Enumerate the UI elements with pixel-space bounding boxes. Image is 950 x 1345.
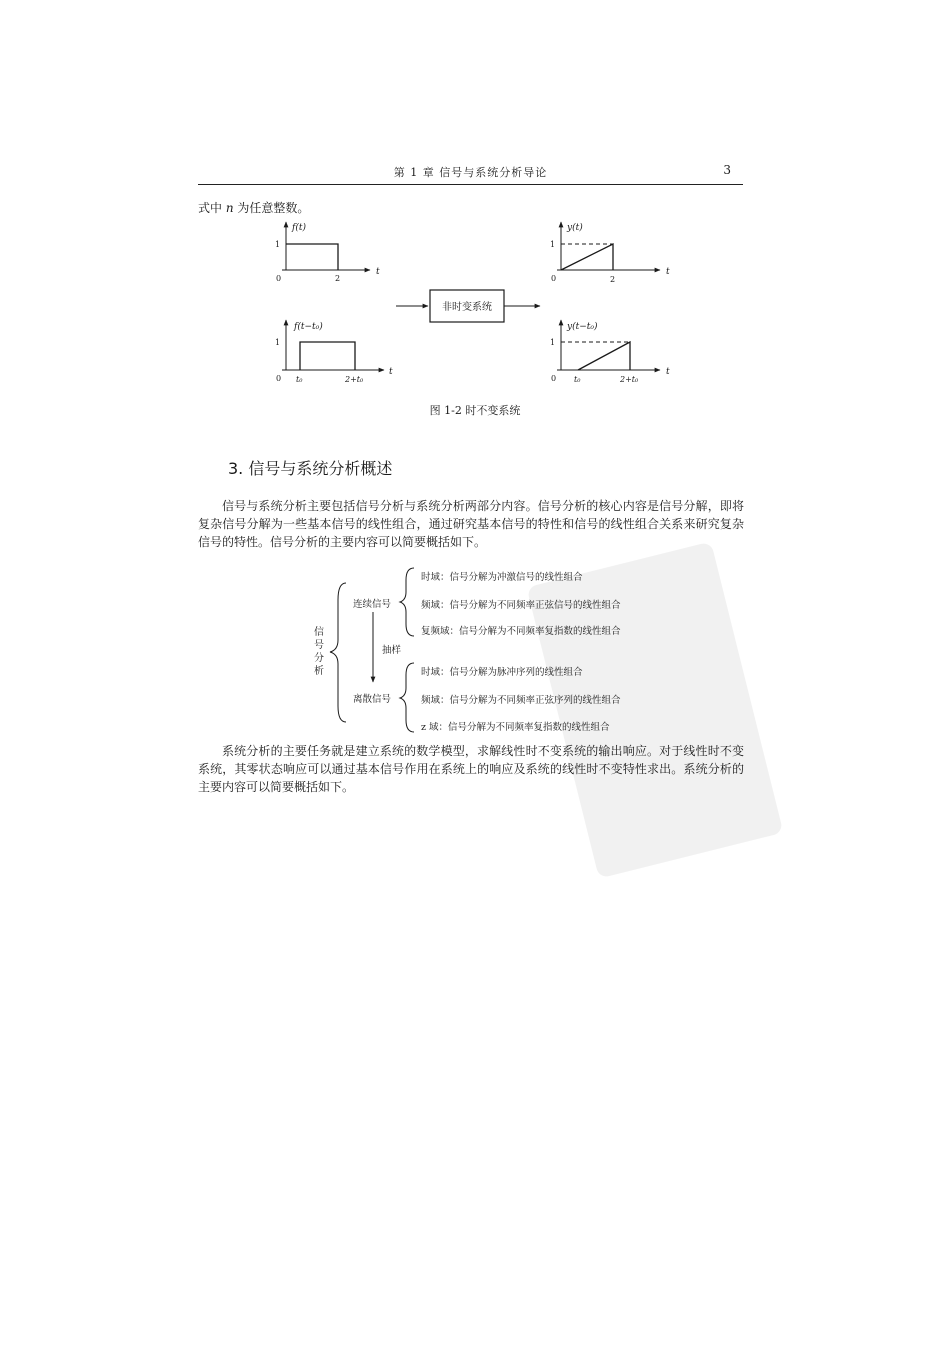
- xlabel: t: [666, 267, 670, 277]
- chapter-title: 第 1 章 信号与系统分析导论: [393, 166, 548, 179]
- ylabel: f(t): [292, 223, 306, 233]
- y-tick: 1: [275, 338, 281, 347]
- ylabel: y(t−t₀): [567, 322, 598, 332]
- origin: 0: [276, 374, 282, 383]
- x-tick-end: 2+t₀: [620, 375, 639, 384]
- x-tick: 2: [335, 274, 341, 283]
- ylabel: y(t): [567, 223, 583, 233]
- continuous-brace: [400, 568, 414, 636]
- y-tick: 1: [275, 240, 281, 249]
- x-tick-end: 2+t₀: [345, 375, 364, 384]
- continuous-frequency-domain: 频域：信号分解为不同频率正弦信号的线性组合: [421, 600, 621, 611]
- x-tick: 2: [610, 275, 616, 284]
- continuous-complex-frequency-domain: 复频域：信号分解为不同频率复指数的线性组合: [421, 626, 621, 637]
- section-heading: 3. 信号与系统分析概述: [228, 459, 393, 478]
- page-number: 3: [723, 163, 731, 177]
- intro-prefix: 式中: [198, 201, 226, 215]
- discrete-brace: [400, 663, 414, 732]
- discrete-frequency-domain: 频域：信号分解为不同频率正弦序列的线性组合: [421, 695, 621, 706]
- system-label: 非时变系统: [442, 302, 492, 313]
- origin: 0: [276, 274, 282, 283]
- continuous-signal-label: 连续信号: [353, 599, 392, 610]
- paragraph-signal-analysis: 信号与系统分析主要包括信号分析与系统分析两部分内容。信号分析的核心内容是信号分解，即将复杂信号分解为一些基本信号的线性组合，通过研究基本信号的特性和信号的线性组合关系来研究复杂信号的特性。信号分析的主要内容可以简要概括如下。: [198, 499, 744, 549]
- intro-suffix: 为任意整数。: [233, 201, 310, 215]
- origin: 0: [551, 374, 557, 383]
- sampling-label: 抽样: [382, 645, 402, 656]
- discrete-z-domain: z 域：信号分解为不同频率复指数的线性组合: [421, 722, 610, 733]
- y-tick: 1: [550, 338, 556, 347]
- x-tick-start: t₀: [574, 375, 581, 384]
- xlabel: t: [389, 367, 393, 377]
- origin: 0: [551, 274, 557, 283]
- root-brace: [330, 583, 346, 722]
- y-tick: 1: [550, 240, 556, 249]
- ylabel: f(t−t₀): [294, 322, 323, 332]
- xlabel: t: [376, 267, 380, 277]
- continuous-time-domain: 时域：信号分解为冲激信号的线性组合: [421, 572, 583, 583]
- figure-caption: 图 1-2 时不变系统: [429, 404, 521, 417]
- discrete-time-domain: 时域：信号分解为脉冲序列的线性组合: [421, 667, 583, 678]
- discrete-signal-label: 离散信号: [353, 694, 392, 705]
- x-tick-start: t₀: [296, 375, 303, 384]
- paragraph-system-analysis: 系统分析的主要任务就是建立系统的数学模型，求解线性时不变系统的输出响应。对于线性时不变系统，其零状态响应可以通过基本信号作用在系统上的响应及系统的线性时不变特性求出。系统分析的主要内容可以简要概括如下。: [198, 744, 744, 794]
- tree-root-label: 信号分析: [314, 627, 324, 677]
- xlabel: t: [666, 367, 670, 377]
- intro-variable: n: [225, 201, 234, 215]
